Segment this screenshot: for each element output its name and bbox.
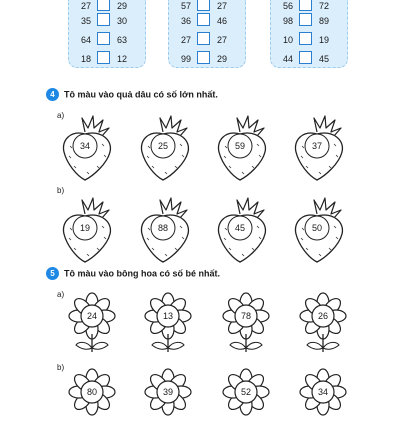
- compare-left: 18: [80, 54, 91, 64]
- compare-row: [69, 34, 145, 46]
- compare-right: 29: [216, 54, 227, 64]
- compare-answer-box[interactable]: [299, 51, 312, 64]
- compare-left: 99: [180, 54, 191, 64]
- compare-left: 27: [180, 35, 191, 45]
- flower[interactable]: [62, 290, 122, 360]
- flower-number: 52: [240, 387, 251, 397]
- strawberry-number: 50: [311, 223, 322, 233]
- compare-row: [169, 15, 245, 27]
- flower-number: 78: [240, 311, 251, 321]
- compare-row: [69, 0, 145, 12]
- flower[interactable]: [216, 366, 276, 436]
- compare-left: 35: [80, 16, 91, 26]
- compare-right: 46: [216, 16, 227, 26]
- compare-answer-box[interactable]: [97, 32, 110, 45]
- compare-answer-box[interactable]: [299, 32, 312, 45]
- strawberry[interactable]: [289, 114, 349, 184]
- strawberry[interactable]: [135, 196, 195, 266]
- group-label: b): [57, 363, 65, 372]
- compare-left: 36: [180, 16, 191, 26]
- strawberry-number: 59: [234, 141, 245, 151]
- compare-row: [271, 34, 347, 46]
- compare-panel-1: [68, 0, 146, 68]
- flower-number: 39: [162, 387, 173, 397]
- flower-number: 80: [86, 387, 97, 397]
- flower[interactable]: [138, 290, 198, 360]
- strawberry[interactable]: [289, 196, 349, 266]
- strawberry-number: 88: [157, 223, 168, 233]
- task-instruction: Tô màu vào quả dâu có số lớn nhất.: [64, 89, 218, 100]
- compare-row: [271, 53, 347, 65]
- compare-right: 63: [116, 35, 127, 45]
- compare-answer-box[interactable]: [197, 0, 210, 11]
- compare-right: 29: [116, 1, 127, 11]
- compare-row: [69, 15, 145, 27]
- compare-row: [69, 53, 145, 65]
- compare-answer-box[interactable]: [97, 51, 110, 64]
- flower-number: 13: [162, 311, 173, 321]
- compare-answer-box[interactable]: [97, 13, 110, 26]
- strawberry[interactable]: [212, 196, 272, 266]
- task-4-heading: [46, 86, 218, 102]
- strawberry[interactable]: [212, 114, 272, 184]
- flower[interactable]: [293, 366, 353, 436]
- flower[interactable]: [62, 366, 122, 436]
- group-label: a): [57, 290, 65, 299]
- group-label: a): [57, 111, 65, 120]
- compare-answer-box[interactable]: [299, 0, 312, 11]
- compare-right: 27: [216, 35, 227, 45]
- task-5-heading: [46, 265, 220, 281]
- flower[interactable]: [216, 290, 276, 360]
- task-number-badge: 5: [46, 267, 59, 280]
- compare-answer-box[interactable]: [299, 13, 312, 26]
- compare-row: [271, 0, 347, 12]
- compare-left: 57: [180, 1, 191, 11]
- compare-left: 27: [80, 1, 91, 11]
- strawberry-number: 19: [79, 223, 90, 233]
- compare-row: [169, 0, 245, 12]
- compare-left: 64: [80, 35, 91, 45]
- compare-row: [271, 15, 347, 27]
- compare-row: [169, 53, 245, 65]
- compare-right: 30: [116, 16, 127, 26]
- compare-right: 12: [116, 54, 127, 64]
- group-label: b): [57, 186, 65, 195]
- strawberry[interactable]: [135, 114, 195, 184]
- compare-right: 27: [216, 1, 227, 11]
- compare-answer-box[interactable]: [197, 32, 210, 45]
- compare-left: 98: [282, 16, 293, 26]
- task-instruction: Tô màu vào bông hoa có số bé nhất.: [64, 268, 221, 279]
- compare-left: 56: [282, 1, 293, 11]
- strawberry[interactable]: [57, 114, 117, 184]
- flower-number: 26: [317, 311, 328, 321]
- strawberry-number: 25: [157, 141, 168, 151]
- compare-row: [169, 34, 245, 46]
- compare-right: 19: [318, 35, 329, 45]
- compare-right: 45: [318, 54, 329, 64]
- compare-right: 72: [318, 1, 329, 11]
- compare-panel-2: [168, 0, 246, 68]
- flower-number: 24: [86, 311, 97, 321]
- compare-panel-3: [270, 0, 348, 68]
- strawberry-number: 34: [79, 141, 90, 151]
- compare-left: 10: [282, 35, 293, 45]
- compare-answer-box[interactable]: [97, 0, 110, 11]
- compare-answer-box[interactable]: [197, 51, 210, 64]
- compare-right: 89: [318, 16, 329, 26]
- flower[interactable]: [138, 366, 198, 436]
- strawberry-number: 45: [234, 223, 245, 233]
- compare-answer-box[interactable]: [197, 13, 210, 26]
- flower[interactable]: [293, 290, 353, 360]
- strawberry[interactable]: [57, 196, 117, 266]
- strawberry-number: 37: [311, 141, 322, 151]
- compare-left: 44: [282, 54, 293, 64]
- task-number-badge: 4: [46, 88, 59, 101]
- flower-number: 34: [317, 387, 328, 397]
